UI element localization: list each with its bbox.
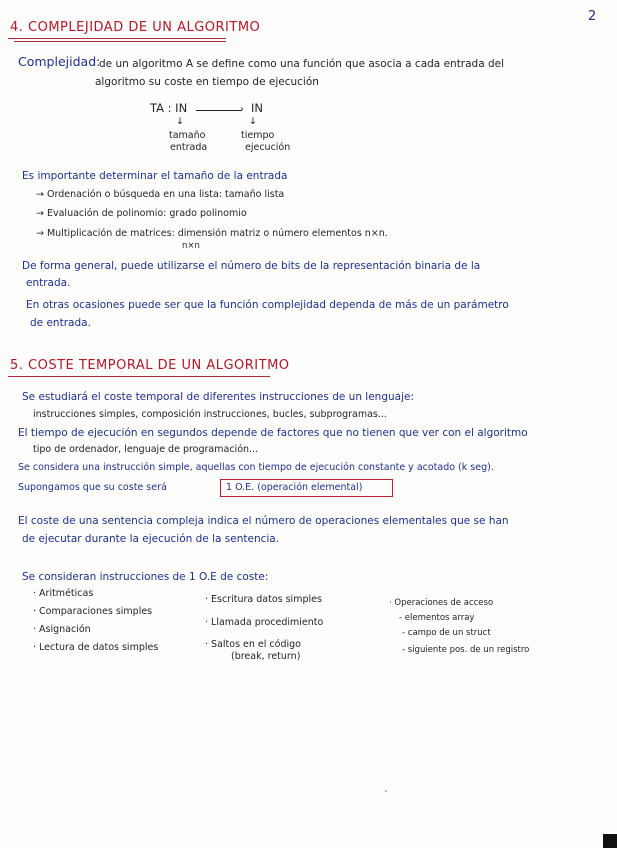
bullet-item: → Evaluación de polinomio: grado polinomio: [36, 208, 247, 219]
col1-item: · Asignación: [33, 624, 91, 635]
p2-line-2: tipo de ordenador, lenguaje de programación...: [33, 444, 259, 455]
definition-line-1: de un algoritmo A se define como una función que asocia a cada entrada del: [99, 58, 505, 70]
down-arrow-icon: ↓: [176, 116, 184, 127]
formula-arrowhead: ›: [240, 104, 244, 115]
col3-item: - siguiente pos. de un registro: [402, 645, 530, 655]
definition-line-2: algoritmo su coste en tiempo de ejecución: [95, 76, 319, 88]
section-4-underline-2: [14, 41, 226, 42]
bullet-item: → Multiplicación de matrices: dimensión matriz o número elementos n×n.: [36, 228, 388, 239]
definition-label: Complejidad:: [18, 54, 101, 69]
matrix-subscript: n×n: [182, 241, 200, 251]
col2-item: · Saltos en el código: [205, 639, 301, 650]
other-line-2: de entrada.: [30, 317, 91, 329]
col3-item: · Operaciones de acceso: [389, 598, 494, 608]
col3-item: - campo de un struct: [402, 628, 491, 638]
col2-item: · Llamada procedimiento: [205, 617, 324, 628]
formula-left: TA : IN: [150, 101, 188, 115]
formula-right: IN: [251, 101, 263, 115]
other-line-1: En otras ocasiones puede ser que la función complejidad dependa de más de un parámetro: [26, 299, 509, 311]
elementary-operation: 1 O.E. (operación elemental): [226, 482, 363, 493]
general-line-1: De forma general, puede utilizarse el número de bits de la representación binaria de la: [22, 260, 481, 272]
caption-time-1: tiempo: [241, 130, 275, 141]
p4-line-1: El coste de una sentencia compleja indica el número de operaciones elementales que se han: [18, 515, 509, 527]
formula-arrow: [196, 110, 242, 111]
bullet-item: → Ordenación o búsqueda en una lista: tamaño lista: [36, 189, 285, 200]
p1-line-2: instrucciones simples, composición instrucciones, bucles, subprogramas...: [33, 409, 387, 420]
col1-item: · Comparaciones simples: [33, 606, 153, 617]
importance-line: Es importante determinar el tamaño de la entrada: [22, 170, 288, 182]
col2-item: · Escritura datos simples: [205, 594, 322, 605]
p3-line-1: Se considera una instrucción simple, aquellas con tiempo de ejecución constante y acotado (k seg).: [18, 462, 494, 473]
caption-size-1: tamaño: [169, 130, 206, 141]
general-line-2: entrada.: [26, 277, 71, 289]
p2-line-1: El tiempo de ejecución en segundos depende de factores que no tienen que ver con el algoritmo: [18, 427, 528, 439]
col1-item: · Lectura de datos simples: [33, 642, 159, 653]
col2-item: (break, return): [231, 651, 301, 662]
col1-item: · Aritméticas: [33, 588, 94, 599]
caption-time-2: ejecución: [245, 142, 291, 153]
section-4-title: 4. COMPLEJIDAD DE UN ALGORITMO: [10, 20, 261, 35]
p4-line-2: de ejecutar durante la ejecución de la sentencia.: [22, 533, 280, 545]
caption-size-2: entrada: [170, 142, 208, 153]
page-number: 2: [588, 9, 597, 24]
section-5-title: 5. COSTE TEMPORAL DE UN ALGORITMO: [10, 358, 290, 373]
p1-line-1: Se estudiará el coste temporal de diferentes instrucciones de un lenguaje:: [22, 391, 415, 403]
down-arrow-icon: ↓: [249, 116, 257, 127]
p3-line-2: Supongamos que su coste será: [18, 482, 167, 493]
section-4-underline: [8, 38, 226, 39]
paper-speck: [385, 790, 387, 792]
section-5-underline: [8, 376, 270, 377]
col3-item: - elementos array: [399, 613, 475, 623]
scan-corner: [603, 834, 617, 848]
list-intro: Se consideran instrucciones de 1 O.E de coste:: [22, 571, 269, 583]
